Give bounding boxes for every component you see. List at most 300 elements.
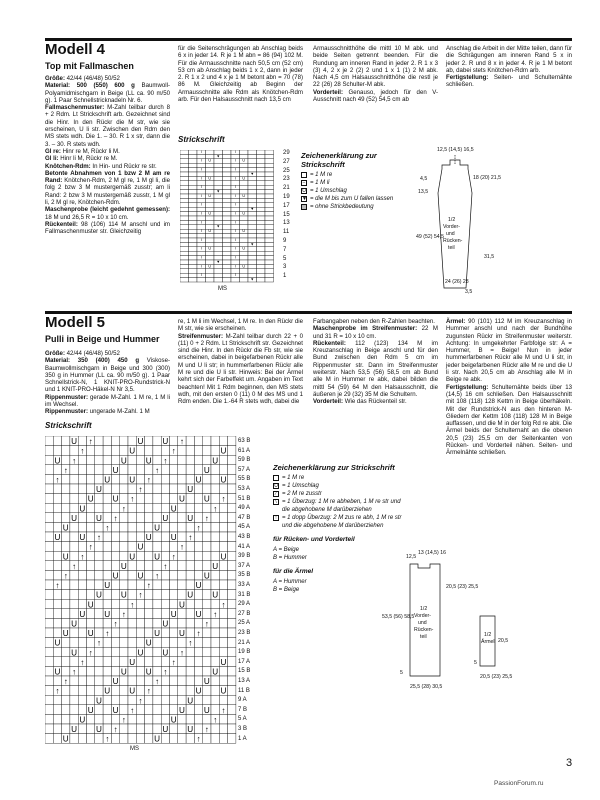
- chart-cell: [189, 159, 198, 163]
- chart-symbol: U: [208, 176, 212, 181]
- chart-cell: [186, 551, 194, 561]
- chart-cell: [248, 269, 257, 273]
- chart-cell: [223, 278, 232, 282]
- modell4-col4: [446, 45, 572, 89]
- chart-cell: [178, 465, 186, 475]
- chart-cell: [228, 695, 236, 705]
- row-number: 41 A: [238, 543, 251, 550]
- legend-item: [273, 514, 408, 530]
- chart-cell: [186, 465, 194, 475]
- chart-cell: [70, 705, 78, 715]
- legend-item: [273, 474, 408, 482]
- chart-cell: [45, 465, 53, 475]
- paragraph-text: Viskose-Baumwollmischgarn in Beige und 300 (300) 350 g in Hummer (LL ca. 90 m/50 g). 1 Paar Schnellstrick-N, 1 KNIT-PRO-Rundstrick-N und 1 KNIT-PRO-Häkel-N Nr 3,5.: [45, 357, 170, 394]
- chart-cell: [62, 647, 70, 657]
- chart-cell: [136, 599, 144, 609]
- chart-cell: [161, 609, 169, 619]
- chart-cell: [87, 465, 95, 475]
- chart-cell: [203, 503, 211, 513]
- chart-cell: [228, 609, 236, 619]
- paragraph-lead: Ärmel:: [446, 318, 469, 325]
- paragraph-text: Hinr re M, Rückr li M.: [62, 147, 120, 155]
- chart-cell: [186, 446, 194, 456]
- chart-cell: [206, 251, 215, 255]
- row-number: 39 B: [238, 553, 251, 560]
- chart-cell: [178, 455, 186, 465]
- chart-symbol: ↑: [204, 725, 209, 735]
- chart-cell: [153, 513, 161, 523]
- chart-cell: [95, 647, 103, 657]
- chart-symbol: I: [234, 246, 236, 251]
- chart-cell: [257, 256, 266, 260]
- chart-cell: [206, 216, 215, 220]
- chart-cell: [145, 590, 153, 600]
- chart-symbol: U: [120, 590, 127, 600]
- chart-cell: [78, 522, 86, 532]
- modell5-col4: [446, 318, 572, 457]
- chart-symbol: ▼: [250, 277, 255, 282]
- chart-cell: [248, 198, 257, 202]
- chart-cell: [211, 446, 219, 456]
- chart-cell: [70, 532, 78, 542]
- chart-symbol: U: [79, 715, 86, 725]
- modell5-col2b-bold: Streifenmuster:: [178, 332, 226, 340]
- chart-cell: [223, 203, 232, 207]
- chart-cell: [45, 551, 53, 561]
- chart-cell: [161, 695, 169, 705]
- paragraph: [45, 148, 170, 155]
- chart-cell: [178, 446, 186, 456]
- chart-cell: [45, 686, 53, 696]
- chart-cell: [111, 551, 119, 561]
- chart-symbol: U: [120, 456, 127, 466]
- chart-cell: [265, 238, 274, 242]
- chart-cell: [103, 705, 111, 715]
- chart-cell: [265, 185, 274, 189]
- chart-cell: [223, 247, 232, 251]
- chart-cell: [145, 494, 153, 504]
- chart-cell: [128, 580, 136, 590]
- modell4-col1: [45, 75, 170, 236]
- chart-symbol: U: [137, 542, 144, 552]
- chart-cell: [257, 198, 266, 202]
- chart-symbol: U: [170, 715, 177, 725]
- chart-cell: [223, 264, 232, 268]
- paragraph-lead: Maschenprobe (leicht gedehnt gemessen):: [45, 206, 170, 214]
- schematic-part-label: 1/2 Ärmel: [481, 632, 495, 645]
- chart-cell: [228, 446, 236, 456]
- chart-cell: [178, 734, 186, 744]
- paragraph: [313, 398, 438, 405]
- chart-cell: [228, 436, 236, 446]
- chart-cell: [203, 532, 211, 542]
- chart-cell: [136, 676, 144, 686]
- chart-cell: [70, 714, 78, 724]
- chart-symbol: U: [62, 629, 69, 639]
- chart-cell: [228, 705, 236, 715]
- chart-symbol: I: [234, 185, 236, 190]
- chart-cell: [223, 225, 232, 229]
- chart-cell: [265, 256, 274, 260]
- chart-cell: [87, 590, 95, 600]
- chart-cell: [103, 638, 111, 648]
- k2tog-icon: ⁄: [273, 491, 279, 497]
- chart-cell: [145, 513, 153, 523]
- chart-cell: [153, 609, 161, 619]
- chart-cell: [223, 154, 232, 158]
- knit-icon: [273, 475, 279, 481]
- row-number: 21 A: [238, 639, 251, 646]
- chart-cell: [265, 194, 274, 198]
- chart-cell: [170, 638, 178, 648]
- chart-cell: [257, 185, 266, 189]
- chart-cell: [228, 647, 236, 657]
- chart-cell: [228, 484, 236, 494]
- chart-cell: [265, 251, 274, 255]
- chart-cell: [257, 154, 266, 158]
- chart-symbol: ↑: [55, 581, 60, 591]
- chart-cell: [45, 628, 53, 638]
- chart-cell: [189, 216, 198, 220]
- row-number: 17: [283, 202, 290, 209]
- chart-cell: [257, 278, 266, 282]
- chart-cell: [180, 181, 189, 185]
- chart-cell: [78, 676, 86, 686]
- row-number: 13: [283, 220, 290, 227]
- chart-cell: [223, 212, 232, 216]
- row-number: 11: [283, 229, 290, 236]
- modell4-legend-title: Zeichenerklärung zur Strickschrift: [301, 151, 377, 169]
- chart-cell: [265, 163, 274, 167]
- legend-text: = 2 M re zusstr: [282, 491, 322, 497]
- chart-cell: [45, 474, 53, 484]
- chart-cell: [228, 522, 236, 532]
- chart-cell: [194, 676, 202, 686]
- chart-cell: [70, 609, 78, 619]
- chart-cell: [111, 695, 119, 705]
- chart-cell: [240, 238, 249, 242]
- chart-cell: [95, 686, 103, 696]
- modell4-schematic: [410, 143, 580, 303]
- chart-cell: [265, 190, 274, 194]
- chart-cell: [180, 229, 189, 233]
- chart-symbol: U: [120, 667, 127, 677]
- chart-symbol: U: [129, 475, 136, 485]
- chart-cell: [128, 532, 136, 542]
- chart-cell: [248, 176, 257, 180]
- schematic-label: 13,5: [418, 189, 429, 195]
- chart-cell: [203, 455, 211, 465]
- chart-cell: [265, 159, 274, 163]
- chart-cell: [145, 647, 153, 657]
- chart-cell: [53, 522, 61, 532]
- chart-cell: [53, 542, 61, 552]
- chart-cell: [170, 676, 178, 686]
- chart-symbol: U: [195, 475, 202, 485]
- chart-symbol: U: [129, 552, 136, 562]
- chart-symbol: U: [71, 437, 77, 447]
- chart-cell: [206, 181, 215, 185]
- chart-cell: [248, 163, 257, 167]
- chart-cell: [248, 159, 257, 163]
- chart-cell: [45, 570, 53, 580]
- chart-cell: [128, 436, 136, 446]
- chart-symbol: U: [137, 648, 144, 658]
- chart-symbol: I: [200, 255, 202, 260]
- row-number: 29: [283, 150, 290, 156]
- chart-cell: [70, 542, 78, 552]
- chart-cell: [95, 599, 103, 609]
- chart-cell: [53, 561, 61, 571]
- chart-cell: [240, 251, 249, 255]
- chart-cell: [170, 455, 178, 465]
- legend-text: = ohne Strickbedeutung: [310, 204, 374, 210]
- chart-symbol: ↑: [196, 523, 201, 533]
- chart-cell: [170, 628, 178, 638]
- chart-cell: [70, 570, 78, 580]
- chart-cell: [257, 238, 266, 242]
- chart-cell: [178, 676, 186, 686]
- paragraph-text: M-Zahl teilbar durch 8 + 2 Rdm. Lt Strickschrift arb. Gezeichnet sind die Hinr. In den Rückr die M str, wie sie erscheinen, U li str. Zwischen den Rdm den MS stets wdh. Die 1. – 30. R 1 x str, dann die 3. – 30. R stets wdh.: [45, 104, 170, 148]
- chart-cell: [45, 455, 53, 465]
- chart-symbol: ↑: [155, 465, 160, 475]
- chart-symbol: U: [195, 581, 202, 591]
- chart-cell: [128, 455, 136, 465]
- chart-cell: [45, 561, 53, 571]
- chart-cell: [223, 251, 232, 255]
- chart-symbol: ↑: [171, 657, 176, 667]
- chart-cell: [257, 194, 266, 198]
- paragraph-text: 98 (106) 114 M anschl und im Fallmaschenmuster str. Gleichzeitig: [45, 220, 170, 236]
- chart-cell: [70, 628, 78, 638]
- chart-cell: [45, 705, 53, 715]
- chart-cell: [223, 194, 232, 198]
- chart-cell: [203, 686, 211, 696]
- chart-cell: [161, 714, 169, 724]
- paragraph-lead: Rippenmuster:: [45, 393, 90, 401]
- chart-cell: [228, 657, 236, 667]
- chart-cell: [214, 278, 223, 282]
- chart-cell: [240, 198, 249, 202]
- chart-cell: [257, 229, 266, 233]
- chart-cell: [186, 522, 194, 532]
- chart-symbol: I: [200, 158, 202, 163]
- chart-cell: [145, 609, 153, 619]
- chart-cell: [194, 532, 202, 542]
- chart-cell: [257, 176, 266, 180]
- chart-cell: [170, 724, 178, 734]
- chart-symbol: U: [162, 437, 169, 447]
- chart-cell: [214, 198, 223, 202]
- chart-symbol: ↑: [155, 571, 160, 581]
- chart-cell: [265, 234, 274, 238]
- chart-cell: [136, 561, 144, 571]
- chart-cell: [265, 220, 274, 224]
- chart-symbol: U: [208, 211, 212, 216]
- chart-cell: [78, 455, 86, 465]
- chart-cell: [145, 465, 153, 475]
- chart-cell: [170, 513, 178, 523]
- chart-cell: [189, 220, 198, 224]
- chart-symbol: ↑: [188, 533, 193, 543]
- chart-cell: [120, 446, 128, 456]
- chart-cell: [120, 465, 128, 475]
- modell5-schematics: [380, 548, 580, 698]
- chart-cell: [189, 198, 198, 202]
- row-number: 19 B: [238, 649, 251, 656]
- chart-cell: [189, 269, 198, 273]
- chart-symbol: ▼: [216, 259, 221, 264]
- row-number: 19: [283, 194, 290, 200]
- chart-cell: [194, 503, 202, 513]
- chart-cell: [78, 618, 86, 628]
- chart-cell: [87, 686, 95, 696]
- chart-cell: [45, 503, 53, 513]
- modell5-col2-text: re, 1 M li im Wechsel, 1 M re. In den Rückr die M str, wie sie erscheinen.: [178, 318, 303, 333]
- chart-cell: [95, 446, 103, 456]
- chart-symbol: I: [234, 237, 236, 242]
- chart-cell: [206, 220, 215, 224]
- chart-cell: [170, 580, 178, 590]
- chart-cell: [128, 503, 136, 513]
- chart-symbol: U: [112, 494, 119, 504]
- chart-cell: [223, 181, 232, 185]
- chart-symbol: I: [200, 246, 202, 251]
- chart-cell: [178, 570, 186, 580]
- modell4-knitting-chart: [180, 150, 280, 285]
- chart-cell: [111, 647, 119, 657]
- paragraph-text: 18 M und 26,5 R = 10 x 10 cm.: [45, 213, 129, 221]
- chart-cell: [62, 714, 70, 724]
- paragraph: [45, 394, 170, 409]
- chart-symbol: ↑: [196, 734, 201, 744]
- chart-cell: [120, 618, 128, 628]
- chart-cell: [211, 599, 219, 609]
- row-number: 15 B: [238, 668, 251, 675]
- chart-cell: [211, 647, 219, 657]
- chart-cell: [228, 686, 236, 696]
- chart-cell: [219, 580, 227, 590]
- chart-cell: [228, 570, 236, 580]
- row-number: 23: [283, 176, 290, 183]
- chart-symbol: ↑: [113, 619, 118, 629]
- chart-cell: [228, 599, 236, 609]
- chart-cell: [178, 503, 186, 513]
- chart-cell: [145, 551, 153, 561]
- chart-cell: [153, 618, 161, 628]
- chart-cell: [45, 676, 53, 686]
- chart-cell: [120, 599, 128, 609]
- chart-cell: [219, 638, 227, 648]
- chart-cell: [62, 436, 70, 446]
- chart-cell: [128, 561, 136, 571]
- yarn-over-icon: U: [302, 188, 306, 194]
- chart-cell: [87, 618, 95, 628]
- chart-cell: [78, 666, 86, 676]
- chart-cell: [145, 570, 153, 580]
- chart-cell: [186, 676, 194, 686]
- chart-cell: [194, 638, 202, 648]
- chart-cell: [223, 220, 232, 224]
- chart-cell: [70, 551, 78, 561]
- chart-cell: [53, 647, 61, 657]
- chart-cell: [240, 216, 249, 220]
- chart-symbol: ↑: [88, 542, 93, 552]
- chart-cell: [214, 163, 223, 167]
- chart-cell: [203, 628, 211, 638]
- chart-cell: [53, 446, 61, 456]
- chart-symbol: U: [187, 485, 194, 495]
- paragraph-text: Schulternähte beids über 13 (14,5) 16 cm schließen. Den Halsausschnitt mit 108 (118) 128 Kettm in Beige überhäkeln. Mit der Rundstrick-N aus den hinteren M-Gliedern der Kettm 108 (118) 128 M in Beige auffassen, und die M in der folg Rd re abk. Die Ärmel beids der Schulternaht an die oberen 20,5 (23) 25,5 cm der Seitenkanten von Rücken- und Vorderteil nähen. Seiten- und Ärmelnähte schließen.: [446, 383, 572, 457]
- chart-cell: [178, 695, 186, 705]
- chart-cell: [45, 714, 53, 724]
- chart-cell: [62, 494, 70, 504]
- chart-cell: [78, 484, 86, 494]
- row-number: 1: [283, 273, 287, 280]
- chart-cell: [95, 455, 103, 465]
- chart-cell: [95, 551, 103, 561]
- chart-cell: [62, 657, 70, 667]
- chart-cell: [45, 590, 53, 600]
- legend-text: A = Hummer: [273, 579, 307, 585]
- chart-symbol: ▼: [216, 189, 221, 194]
- chart-cell: [228, 638, 236, 648]
- chart-cell: [257, 172, 266, 176]
- schematic-label: 12,5 (14,5) 16,5: [437, 147, 474, 153]
- chart-cell: [153, 638, 161, 648]
- row-number: 33 A: [238, 582, 251, 588]
- chart-cell: [95, 522, 103, 532]
- chart-cell: [170, 695, 178, 705]
- chart-cell: [189, 150, 198, 154]
- chart-cell: [161, 734, 169, 744]
- chart-symbol: ▼: [216, 224, 221, 229]
- chart-cell: [206, 278, 215, 282]
- chart-cell: [194, 714, 202, 724]
- chart-cell: [228, 590, 236, 600]
- chart-cell: [136, 532, 144, 542]
- modell4-ms-label: MS: [218, 286, 227, 292]
- chart-cell: [62, 705, 70, 715]
- chart-symbol: U: [220, 475, 227, 485]
- chart-cell: [170, 686, 178, 696]
- chart-cell: [161, 686, 169, 696]
- chart-cell: [214, 234, 223, 238]
- chart-symbol: U: [212, 561, 219, 571]
- chart-symbol: I: [200, 176, 202, 181]
- chart-symbol: ▼: [216, 154, 221, 159]
- schematic-label: 24 (26) 28: [445, 279, 469, 285]
- chart-cell: [53, 628, 61, 638]
- chart-cell: [103, 446, 111, 456]
- chart-symbol: U: [195, 686, 202, 696]
- chart-cell: [62, 638, 70, 648]
- chart-cell: [180, 198, 189, 202]
- paragraph: [313, 325, 438, 340]
- page-number: 3: [566, 757, 573, 769]
- chart-cell: [186, 666, 194, 676]
- chart-cell: [214, 172, 223, 176]
- chart-cell: [78, 695, 86, 705]
- chart-cell: [219, 436, 227, 446]
- chart-cell: [178, 657, 186, 667]
- legend-text: = 1 M re: [282, 475, 305, 481]
- chart-symbol: U: [242, 176, 246, 181]
- chart-symbol: U: [145, 533, 152, 543]
- chart-symbol: U: [129, 446, 136, 456]
- chart-cell: [248, 256, 257, 260]
- chart-cell: [128, 724, 136, 734]
